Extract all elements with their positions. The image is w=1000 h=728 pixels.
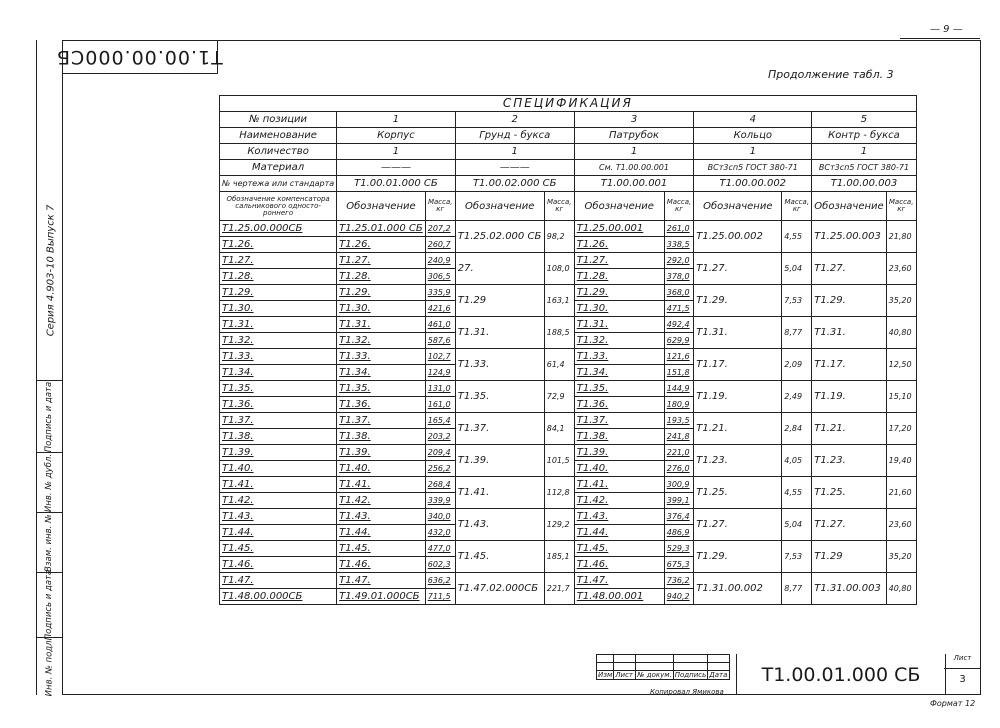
subheader-mass-2: Масса, кг <box>544 192 574 221</box>
subheader-mass-3: Масса, кг <box>664 192 694 221</box>
page-number: — 9 — <box>930 24 963 35</box>
corpus-designation: Т1.43. <box>337 509 426 525</box>
row-quantity <box>220 144 917 160</box>
table-row <box>220 317 917 333</box>
kontr-designation: Т1.25. <box>812 477 886 509</box>
table-row <box>220 381 917 397</box>
patrubok-designation: Т1.39. <box>574 445 664 461</box>
corpus-designation: Т1.32. <box>337 333 426 349</box>
corpus-designation: Т1.26. <box>337 237 426 253</box>
patrubok-designation: Т1.29. <box>574 285 664 301</box>
component-code: Т1.41. <box>220 477 337 493</box>
patrubok-designation: Т1.48.00.001 <box>574 589 664 605</box>
row-quantity-col-1: 1 <box>337 144 456 160</box>
row-name <box>220 128 917 144</box>
ring-mass: 4,05 <box>782 445 812 477</box>
corpus-designation: Т1.45. <box>337 541 426 557</box>
patrubok-mass: 144,9 <box>664 381 694 397</box>
ring-mass: 8,77 <box>782 573 812 605</box>
grund-designation: Т1.37. <box>455 413 544 445</box>
row-material-col-3: См. Т1.00.00.001 <box>574 160 694 176</box>
kontr-designation: Т1.25.00.003 <box>812 221 886 253</box>
corpus-mass: 102,7 <box>425 349 455 365</box>
patrubok-mass: 399,1 <box>664 493 694 509</box>
patrubok-mass: 486,9 <box>664 525 694 541</box>
component-code: Т1.30. <box>220 301 337 317</box>
patrubok-mass: 940,2 <box>664 589 694 605</box>
component-code: Т1.42. <box>220 493 337 509</box>
grund-mass: 98,2 <box>544 221 574 253</box>
table-row <box>220 413 917 429</box>
patrubok-mass: 121,6 <box>664 349 694 365</box>
component-code: Т1.25.00.000СБ <box>220 221 337 237</box>
stamp-label-signature: Подпись <box>674 671 707 679</box>
row-position-label: № позиции <box>220 112 337 128</box>
patrubok-mass: 300,9 <box>664 477 694 493</box>
patrubok-designation: Т1.37. <box>574 413 664 429</box>
component-code: Т1.35. <box>220 381 337 397</box>
corpus-designation: Т1.44. <box>337 525 426 541</box>
table-row <box>220 349 917 365</box>
patrubok-designation: Т1.33. <box>574 349 664 365</box>
grund-designation: Т1.47.02.000СБ <box>455 573 544 605</box>
corpus-designation: Т1.33. <box>337 349 426 365</box>
stamp-label-date: Дата <box>708 671 730 680</box>
row-position-col-3: 3 <box>574 112 694 128</box>
patrubok-designation: Т1.26. <box>574 237 664 253</box>
corpus-designation: Т1.30. <box>337 301 426 317</box>
corpus-designation: Т1.25.01.000 СБ <box>337 221 426 237</box>
grund-designation: Т1.41. <box>455 477 544 509</box>
kontr-mass: 12,50 <box>886 349 916 381</box>
row-material-col-5: ВСт3сп5 ГОСТ 380-71 <box>812 160 916 176</box>
row-position <box>220 112 917 128</box>
component-code: Т1.31. <box>220 317 337 333</box>
row-name-col-4: Кольцо <box>694 128 812 144</box>
corpus-designation: Т1.41. <box>337 477 426 493</box>
corpus-mass: 636,2 <box>425 573 455 589</box>
ring-designation: Т1.27. <box>694 253 782 285</box>
row-material-col-1: ——— <box>337 160 456 176</box>
corpus-designation: Т1.39. <box>337 445 426 461</box>
patrubok-mass: 368,0 <box>664 285 694 301</box>
kontr-mass: 21,80 <box>886 221 916 253</box>
grund-designation: Т1.25.02.000 СБ <box>455 221 544 253</box>
patrubok-mass: 193,5 <box>664 413 694 429</box>
corpus-designation: Т1.29. <box>337 285 426 301</box>
corpus-designation: Т1.27. <box>337 253 426 269</box>
row-name-col-5: Контр - букса <box>812 128 916 144</box>
side-cell-replace-no: Взам. инв. № <box>36 513 62 573</box>
ring-mass: 8,77 <box>782 317 812 349</box>
kontr-mass: 40,80 <box>886 573 916 605</box>
corpus-mass: 477,0 <box>425 541 455 557</box>
grund-mass: 61,4 <box>544 349 574 381</box>
side-cell-duplicate-no: Инв. № дубл. <box>36 453 62 513</box>
table-row <box>220 477 917 493</box>
patrubok-designation: Т1.28. <box>574 269 664 285</box>
corpus-mass: 209,4 <box>425 445 455 461</box>
patrubok-mass: 378,0 <box>664 269 694 285</box>
corpus-mass: 161,0 <box>425 397 455 413</box>
title-block-grid <box>596 654 730 680</box>
row-quantity-col-3: 1 <box>574 144 694 160</box>
copied-by: Копировал Ямикова <box>650 688 724 696</box>
table-row <box>220 445 917 461</box>
row-quantity-col-2: 1 <box>455 144 574 160</box>
grund-mass: 163,1 <box>544 285 574 317</box>
grund-designation: Т1.35. <box>455 381 544 413</box>
title-block-code: Т1.00.01.000 СБ <box>736 654 946 695</box>
ring-mass: 5,04 <box>782 509 812 541</box>
component-code: Т1.48.00.000СБ <box>220 589 337 605</box>
row-subheader <box>220 192 917 221</box>
stamp-label-list: Лист <box>614 671 636 680</box>
patrubok-designation: Т1.27. <box>574 253 664 269</box>
patrubok-designation: Т1.43. <box>574 509 664 525</box>
corpus-designation: Т1.31. <box>337 317 426 333</box>
patrubok-mass: 292,0 <box>664 253 694 269</box>
component-code: Т1.32. <box>220 333 337 349</box>
corpus-designation: Т1.36. <box>337 397 426 413</box>
corpus-designation: Т1.46. <box>337 557 426 573</box>
ring-mass: 4,55 <box>782 477 812 509</box>
grund-mass: 108,0 <box>544 253 574 285</box>
row-name-label: Наименование <box>220 128 337 144</box>
stamp-label-izm: Изм <box>598 671 613 679</box>
kontr-designation: Т1.29. <box>812 285 886 317</box>
grund-designation: Т1.33. <box>455 349 544 381</box>
component-code: Т1.46. <box>220 557 337 573</box>
kontr-mass: 35,20 <box>886 285 916 317</box>
side-cell-original-no: Инв. № подл. <box>44 637 54 697</box>
patrubok-designation: Т1.40. <box>574 461 664 477</box>
corpus-designation: Т1.34. <box>337 365 426 381</box>
corpus-mass: 461,0 <box>425 317 455 333</box>
patrubok-designation: Т1.30. <box>574 301 664 317</box>
row-name-col-2: Грунд - букса <box>455 128 574 144</box>
corpus-designation: Т1.37. <box>337 413 426 429</box>
series-label: Серия 4.903-10 Выпуск 7 <box>45 204 57 336</box>
ring-designation: Т1.31.00.002 <box>694 573 782 605</box>
patrubok-mass: 376,4 <box>664 509 694 525</box>
table-row <box>220 509 917 525</box>
subheader-designation-3: Обозначение <box>574 192 664 221</box>
component-code: Т1.26. <box>220 237 337 253</box>
grund-mass: 188,5 <box>544 317 574 349</box>
component-code: Т1.47. <box>220 573 337 589</box>
table-row <box>220 573 917 589</box>
corpus-mass: 432,0 <box>425 525 455 541</box>
corpus-mass: 711,5 <box>425 589 455 605</box>
row-material-col-2: ——— <box>455 160 574 176</box>
side-stamp <box>36 380 62 696</box>
component-code: Т1.43. <box>220 509 337 525</box>
grund-designation: Т1.39. <box>455 445 544 477</box>
kontr-mass: 19,40 <box>886 445 916 477</box>
component-code: Т1.34. <box>220 365 337 381</box>
corpus-designation: Т1.38. <box>337 429 426 445</box>
specification-table <box>219 95 917 605</box>
row-position-col-1: 1 <box>337 112 456 128</box>
component-code: Т1.45. <box>220 541 337 557</box>
grund-designation: 27. <box>455 253 544 285</box>
patrubok-designation: Т1.46. <box>574 557 664 573</box>
row-position-col-4: 4 <box>694 112 812 128</box>
corpus-designation: Т1.47. <box>337 573 426 589</box>
kontr-designation: Т1.27. <box>812 253 886 285</box>
kontr-designation: Т1.17. <box>812 349 886 381</box>
grund-mass: 185,1 <box>544 541 574 573</box>
component-code: Т1.28. <box>220 269 337 285</box>
patrubok-mass: 338,5 <box>664 237 694 253</box>
row-drawing-col-1: Т1.00.01.000 СБ <box>337 176 456 192</box>
patrubok-mass: 471,5 <box>664 301 694 317</box>
ring-mass: 7,53 <box>782 541 812 573</box>
patrubok-mass: 276,0 <box>664 461 694 477</box>
corpus-mass: 203,2 <box>425 429 455 445</box>
patrubok-designation: Т1.41. <box>574 477 664 493</box>
patrubok-mass: 736,2 <box>664 573 694 589</box>
side-cell-signature-date-2: Подпись и дата <box>36 573 62 638</box>
patrubok-designation: Т1.38. <box>574 429 664 445</box>
ring-designation: Т1.25. <box>694 477 782 509</box>
top-stamp-code: Т1.00.00.000СБ <box>56 45 223 68</box>
corpus-designation: Т1.42. <box>337 493 426 509</box>
ring-designation: Т1.25.00.002 <box>694 221 782 253</box>
kontr-mass: 40,80 <box>886 317 916 349</box>
kontr-designation: Т1.27. <box>812 509 886 541</box>
corpus-mass: 131,0 <box>425 381 455 397</box>
corpus-mass: 268,4 <box>425 477 455 493</box>
patrubok-designation: Т1.31. <box>574 317 664 333</box>
ring-mass: 5,04 <box>782 253 812 285</box>
row-quantity-col-5: 1 <box>812 144 916 160</box>
continuation-label: Продолжение табл. 3 <box>768 68 894 81</box>
kontr-designation: Т1.21. <box>812 413 886 445</box>
ring-designation: Т1.27. <box>694 509 782 541</box>
patrubok-designation: Т1.34. <box>574 365 664 381</box>
ring-designation: Т1.29. <box>694 285 782 317</box>
corpus-mass: 587,6 <box>425 333 455 349</box>
row-drawing <box>220 176 917 192</box>
ring-designation: Т1.29. <box>694 541 782 573</box>
corpus-mass: 260,7 <box>425 237 455 253</box>
sheet-label: Лист <box>944 654 981 669</box>
kontr-designation: Т1.29 <box>812 541 886 573</box>
component-code: Т1.39. <box>220 445 337 461</box>
table-row <box>220 221 917 237</box>
patrubok-designation: Т1.32. <box>574 333 664 349</box>
ring-designation: Т1.17. <box>694 349 782 381</box>
grund-designation: Т1.43. <box>455 509 544 541</box>
sheet-box <box>944 654 981 695</box>
corpus-designation: Т1.28. <box>337 269 426 285</box>
page-number-line <box>900 38 980 39</box>
corpus-mass: 165,4 <box>425 413 455 429</box>
table-row <box>220 285 917 301</box>
sheet-number: 3 <box>959 674 966 685</box>
subheader-mass-5: Масса, кг <box>886 192 916 221</box>
subheader-designation-5: Обозначение <box>812 192 886 221</box>
row-drawing-col-3: Т1.00.00.001 <box>574 176 694 192</box>
corpus-mass: 256,2 <box>425 461 455 477</box>
patrubok-mass: 261,0 <box>664 221 694 237</box>
ring-designation: Т1.31. <box>694 317 782 349</box>
corpus-designation: Т1.40. <box>337 461 426 477</box>
corpus-mass: 421,6 <box>425 301 455 317</box>
component-code: Т1.40. <box>220 461 337 477</box>
component-code: Т1.36. <box>220 397 337 413</box>
corpus-mass: 240,9 <box>425 253 455 269</box>
kontr-designation: Т1.31. <box>812 317 886 349</box>
row-material-label: Материал <box>220 160 337 176</box>
ring-designation: Т1.23. <box>694 445 782 477</box>
subheader-designation-1: Обозначение <box>337 192 426 221</box>
ring-mass: 4,55 <box>782 221 812 253</box>
row-drawing-col-2: Т1.00.02.000 СБ <box>455 176 574 192</box>
patrubok-mass: 221,0 <box>664 445 694 461</box>
ring-mass: 2,84 <box>782 413 812 445</box>
table-row <box>220 541 917 557</box>
ring-designation: Т1.19. <box>694 381 782 413</box>
corpus-mass: 339,9 <box>425 493 455 509</box>
patrubok-mass: 675,3 <box>664 557 694 573</box>
corpus-mass: 207,2 <box>425 221 455 237</box>
component-code: Т1.33. <box>220 349 337 365</box>
row-position-col-2: 2 <box>455 112 574 128</box>
corpus-mass: 602,3 <box>425 557 455 573</box>
component-code: Т1.38. <box>220 429 337 445</box>
component-code: Т1.44. <box>220 525 337 541</box>
row-name-col-1: Корпус <box>337 128 456 144</box>
corpus-mass: 124,9 <box>425 365 455 381</box>
patrubok-designation: Т1.47. <box>574 573 664 589</box>
grund-mass: 84,1 <box>544 413 574 445</box>
side-cell-signature-date-1: Подпись и дата <box>36 381 62 453</box>
corpus-mass: 306,5 <box>425 269 455 285</box>
subheader-mass-1: Масса, кг <box>425 192 455 221</box>
grund-mass: 129,2 <box>544 509 574 541</box>
component-code: Т1.27. <box>220 253 337 269</box>
patrubok-mass: 241,8 <box>664 429 694 445</box>
patrubok-designation: Т1.45. <box>574 541 664 557</box>
grund-mass: 72,9 <box>544 381 574 413</box>
row-drawing-col-4: Т1.00.00.002 <box>694 176 812 192</box>
ring-mass: 2,09 <box>782 349 812 381</box>
kontr-mass: 23,60 <box>886 253 916 285</box>
table-row <box>220 253 917 269</box>
subheader-designation-4: Обозначение <box>694 192 782 221</box>
corpus-mass: 340,0 <box>425 509 455 525</box>
grund-designation: Т1.29 <box>455 285 544 317</box>
kontr-mass: 17,20 <box>886 413 916 445</box>
ring-designation: Т1.21. <box>694 413 782 445</box>
row-name-col-3: Патрубок <box>574 128 694 144</box>
grund-mass: 112,8 <box>544 477 574 509</box>
patrubok-mass: 180,9 <box>664 397 694 413</box>
kontr-designation: Т1.19. <box>812 381 886 413</box>
patrubok-mass: 492,4 <box>664 317 694 333</box>
row-drawing-label: № чертежа или стандарта <box>220 176 337 192</box>
row-quantity-label: Количество <box>220 144 337 160</box>
patrubok-designation: Т1.35. <box>574 381 664 397</box>
grund-designation: Т1.45. <box>455 541 544 573</box>
row-material-col-4: ВСт3сп5 ГОСТ 380-71 <box>694 160 812 176</box>
component-code: Т1.29. <box>220 285 337 301</box>
ring-mass: 7,53 <box>782 285 812 317</box>
corpus-designation: Т1.49.01.000СБ <box>337 589 426 605</box>
patrubok-designation: Т1.36. <box>574 397 664 413</box>
patrubok-mass: 529,3 <box>664 541 694 557</box>
grund-mass: 101,5 <box>544 445 574 477</box>
format-label: Формат 12 <box>930 699 976 708</box>
corpus-designation: Т1.35. <box>337 381 426 397</box>
patrubok-designation: Т1.44. <box>574 525 664 541</box>
kontr-mass: 35,20 <box>886 541 916 573</box>
kontr-designation: Т1.23. <box>812 445 886 477</box>
corpus-mass: 335,9 <box>425 285 455 301</box>
kontr-designation: Т1.31.00.003 <box>812 573 886 605</box>
row-material <box>220 160 917 176</box>
row-component-label: Обозначение компенсатора сальникового односто-роннего <box>220 192 337 221</box>
row-position-col-5: 5 <box>812 112 916 128</box>
top-stamp <box>56 40 223 74</box>
kontr-mass: 21,60 <box>886 477 916 509</box>
patrubok-mass: 629,9 <box>664 333 694 349</box>
component-code: Т1.37. <box>220 413 337 429</box>
patrubok-designation: Т1.42. <box>574 493 664 509</box>
subheader-designation-2: Обозначение <box>455 192 544 221</box>
patrubok-mass: 151,8 <box>664 365 694 381</box>
row-drawing-col-5: Т1.00.00.003 <box>812 176 916 192</box>
stamp-label-doc: № докум. <box>637 671 672 679</box>
spec-title: СПЕЦИФИКАЦИЯ <box>220 96 917 112</box>
subheader-mass-4: Масса, кг <box>782 192 812 221</box>
row-quantity-col-4: 1 <box>694 144 812 160</box>
ring-mass: 2,49 <box>782 381 812 413</box>
patrubok-designation: Т1.25.00.001 <box>574 221 664 237</box>
kontr-mass: 23,60 <box>886 509 916 541</box>
grund-designation: Т1.31. <box>455 317 544 349</box>
kontr-mass: 15,10 <box>886 381 916 413</box>
grund-mass: 221,7 <box>544 573 574 605</box>
